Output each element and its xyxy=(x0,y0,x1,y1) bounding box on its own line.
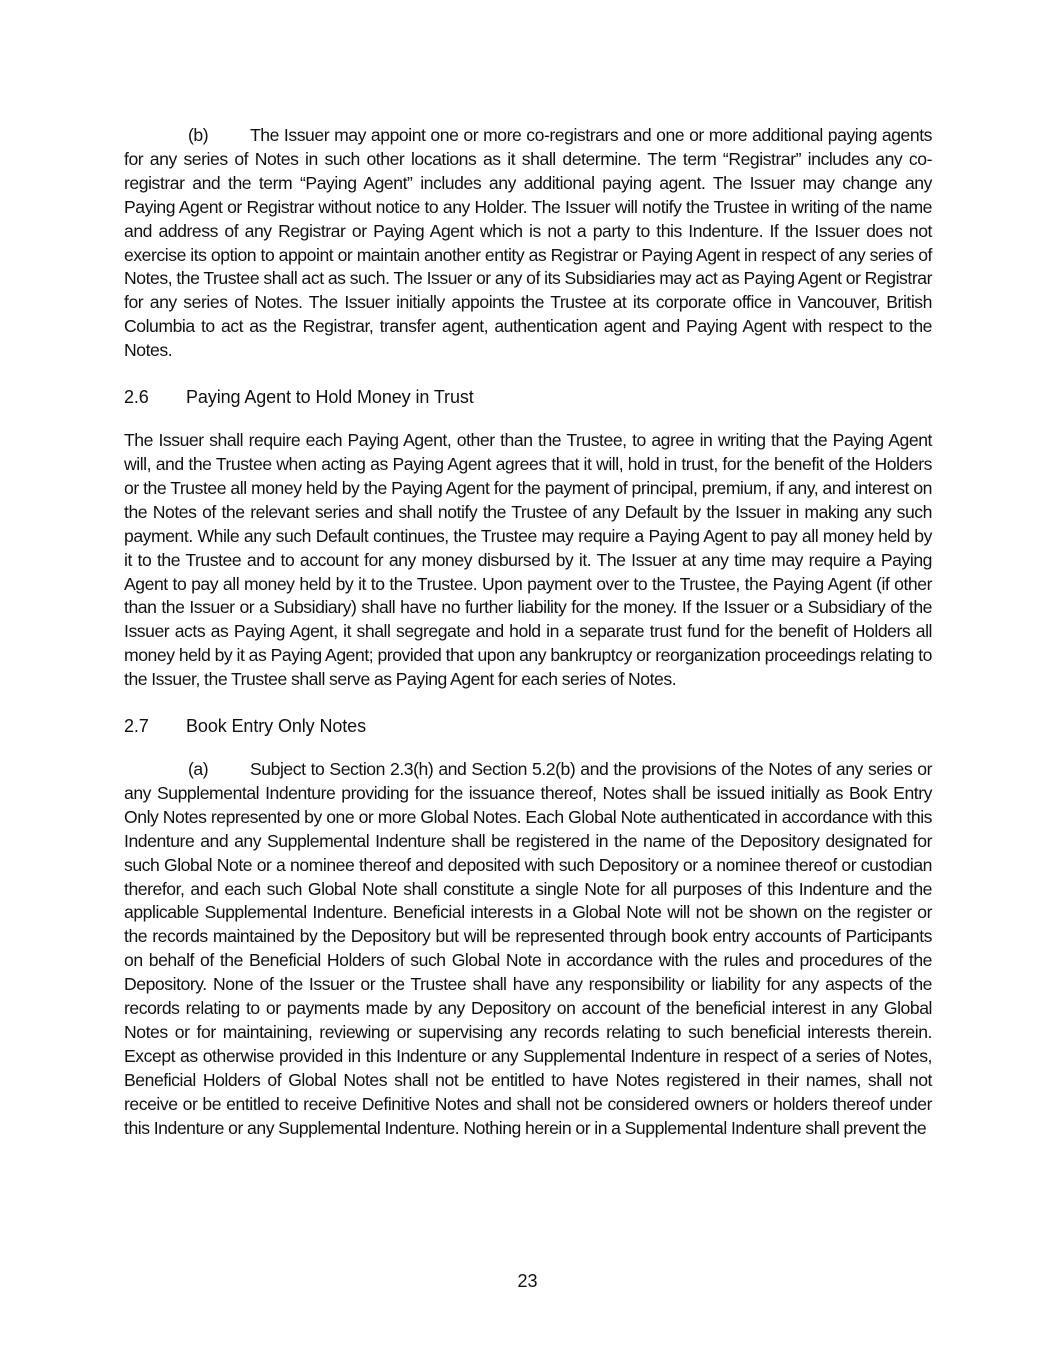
section-number: 2.6 xyxy=(124,387,149,408)
document-page xyxy=(124,124,932,1141)
paragraph-text: The Issuer may appoint one or more co-registrars and one or more additional paying agents for any series of Notes in such other locations as it shall determine. The term “Registrar” includes any co-registrar and the term “Paying Agent” includes any additional paying agent. The Issuer may change any Paying Agent or Registrar without notice to any Holder. The Issuer will notify the Trustee in writing of the name and address of any Registrar or Paying Agent which is not a party to this Indenture. If the Issuer does not exercise its option to appoint or maintain another entity as Registrar or Paying Agent in respect of any series of Notes, the Trustee shall act as such. The Issuer or any of its Subsidiaries may act as Paying Agent or Registrar for any series of Notes. The Issuer initially appoints the Trustee at its corporate office in Vancouver, British Columbia to act as the Registrar, transfer agent, authentication agent and Paying Agent with respect to the Notes. xyxy=(124,125,932,361)
section-heading-2-6 xyxy=(124,385,932,409)
section-heading-2-7 xyxy=(124,714,932,738)
paragraph-text: Subject to Section 2.3(h) and Section 5.2(b) and the provisions of the Notes of any series or any Supplemental Indenture providing for the issuance thereof, Notes shall be issued initially as Book Entry Only Notes represented by one or more Global Notes. Each Global Note authenticated in accordance with this Indenture and any Supplemental Indenture shall be registered in the name of the Depository designated for such Global Note or a nominee thereof and deposited with such Depository or a nominee thereof or custodian therefor, and each such Global Note shall constitute a single Note for all purposes of this Indenture and the applicable Supplemental Indenture. Beneficial interests in a Global Note will not be shown on the register or the records maintained by the Depository but will be represented through book entry accounts of Participants on behalf of the Beneficial Holders of such Global Note in accordance with the rules and procedures of the Depository. None of the Issuer or the Trustee shall have any responsibility or liability for any aspects of the records relating to or payments made by any Depository on account of the beneficial interest in any Global Notes or for maintaining, reviewing or supervising any records relating to such beneficial interests therein. Except as otherwise provided in this Indenture or any Supplemental Indenture in respect of a series of Notes, Beneficial Holders of Global Notes shall not be entitled to have Notes registered in their names, shall not receive or be entitled to receive Definitive Notes and shall not be considered owners or holders thereof under this Indenture or any Supplemental Indenture. Nothing herein or in a Supplemental Indenture shall prevent the xyxy=(124,759,932,1138)
section-number: 2.7 xyxy=(124,716,149,737)
paragraph-2-6: The Issuer shall require each Paying Agent, other than the Trustee, to agree in writing that the Paying Agent will, and the Trustee when acting as Paying Agent agrees that it will, hold in trust, for the benefit of the Holders or the Trustee all money held by the Paying Agent for the payment of principal, premium, if any, and interest on the Notes of the relevant series and shall notify the Trustee of any Default by the Issuer in making any such payment. While any such Default continues, the Trustee may require a Paying Agent to pay all money held by it to the Trustee and to account for any money disbursed by it. The Issuer at any time may require a Paying Agent to pay all money held by it to the Trustee. Upon payment over to the Trustee, the Paying Agent (if other than the Issuer or a Subsidiary) shall have no further liability for the money. If the Issuer or a Subsidiary of the Issuer acts as Paying Agent, it shall segregate and hold in a separate trust fund for the benefit of Holders all money held by it as Paying Agent; provided that upon any bankruptcy or reorganization proceedings relating to the Issuer, the Trustee shall serve as Paying Agent for each series of Notes. xyxy=(124,430,932,690)
paragraph-label: (b) xyxy=(188,125,209,145)
paragraph-2-5-b xyxy=(124,124,932,363)
paragraph-label: (a) xyxy=(188,759,209,780)
section-title: Book Entry Only Notes xyxy=(186,716,366,737)
section-title: Paying Agent to Hold Money in Trust xyxy=(186,387,474,408)
page-number: 23 xyxy=(517,1271,538,1291)
paragraph-2-7-a xyxy=(124,758,932,1141)
